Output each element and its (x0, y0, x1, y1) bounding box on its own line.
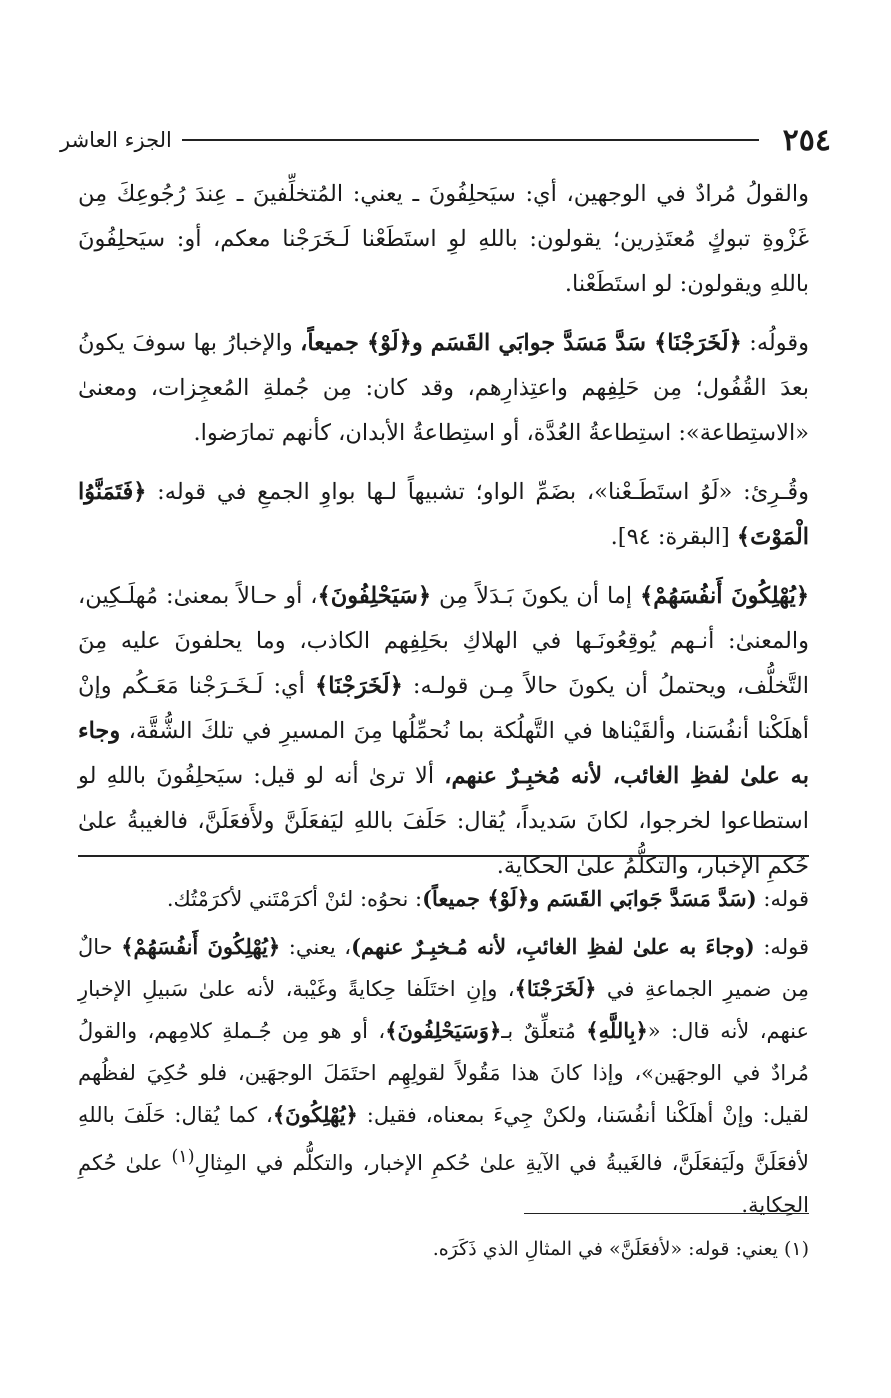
page-header (60, 120, 831, 160)
main-text (78, 172, 809, 889)
quran-quote: ﴿لَوْ﴾ (366, 330, 412, 356)
quran-quote: ﴿لَوْ﴾ (487, 886, 530, 911)
commentary-paragraph-1: قوله: (سَدَّ مَسَدَّ جَوابَي القَسَم و﴿لَوْ﴾ جميعاً): نحوُه: لئنْ أكرَمْتَني لأكرَمْتُك. (166, 886, 809, 911)
commentary-divider (78, 855, 809, 857)
quran-quote: ﴿سَيَحْلِفُونَ﴾ (317, 583, 432, 609)
commentary-text (78, 878, 809, 1226)
page-number: ٢٥٤ (782, 122, 831, 158)
paragraph-1: والقولُ مُرادٌ في الوجهين، أي: سيَحلِفُونَ ـ يعني: المُتخلِّفينَ ـ عِندَ رُجُوعِكَ مِن غَزْوةِ تبوكٍ مُعتَذِرين؛ يقولون: باللهِ لوِ استَطَعْنا لَـخَرَجْنا معكم، أو: سيَحلِفُونَ باللهِ ويقولون: لو استَطَعْنا. (78, 181, 809, 297)
header-rule (182, 139, 759, 141)
quran-quote: ﴿يُهْلِكُونَ﴾ (272, 1102, 358, 1127)
quran-quote: ﴿بِاللَّهِ﴾ (586, 1018, 648, 1043)
quran-quote: ﴿لَخَرَجْنَا﴾ (514, 976, 597, 1001)
paragraph-4: ﴿يُهْلِكُونَ أَنفُسَهُمْ﴾ إما أن يكونَ بَـدَلاً مِن ﴿سَيَحْلِفُونَ﴾، أو حـالاً بمعنىٰ: مُهلَـكِين، والمعنىٰ: أنـهم يُوقِعُونَـها في الهلاكِ بحَلِفِهم الكاذب، وما يحلفونَ عليه مِنَ التَّخلُّف، ويحتملُ أن يكونَ حالاً مِـن قولـه: ﴿لَخَرَجْنَا﴾ أي: لَـخَـرَجْنا مَعَـكُم وإنْ أهلَكْنا أنفُسَنا، وألقَيْناها في التَّهلُكة بما نُحمِّلُها مِنَ المسيرِ في تلكَ الشُّقَّة، وجاء به علىٰ لفظِ الغائب، لأنه مُخبِـرٌ عنهم، ألا ترىٰ أنه لو قيل: سيَحلِفُونَ باللهِ لو استطاعوا لخرجوا، لكانَ سَديداً، يُقال: حَلَفَ باللهِ ليَفعَلَنَّ ولأَفعَلَنَّ، فالغيبةُ علىٰ حُكمِ الإخبار، والتكلُّمُ علىٰ الحكاية. (78, 583, 809, 879)
quran-quote: ﴿وَسَيَحْلِفُونَ﴾ (385, 1018, 502, 1043)
quran-quote: ﴿لَخَرَجْنَا﴾ (315, 673, 403, 699)
quran-quote: ﴿يُهْلِكُونَ أَنفُسَهُمْ﴾ (121, 934, 281, 959)
footnote-ref[interactable]: (١) (171, 1147, 195, 1167)
paragraph-3: وقُـرِئ: «لَوُ استَطَـعْنا»، بضَمِّ الواو؛ تشبيهاً لـها بواوِ الجمعِ في قوله: ﴿فَتَمَنَّوُا الْمَوْتَ﴾ [البقرة: ٩٤]. (78, 479, 809, 550)
quran-quote: ﴿يُهْلِكُونَ أَنفُسَهُمْ﴾ (640, 583, 809, 609)
commentary-paragraph-2: قوله: (وجاءَ به علىٰ لفظِ الغائبِ، لأنه مُـخبِـرٌ عنهم)، يعني: ﴿يُهْلِكُونَ أَنفُسَهُمْ﴾ حالٌ مِن ضميرِ الجماعةِ في ﴿لَخَرَجْنَا﴾، وإنِ اختَلَفا حِكايةً وغَيْبة، لأنه علىٰ سَبيلِ الإخبارِ عنهم، لأنه قال: «﴿بِاللَّهِ﴾ مُتعلِّقٌ بـ﴿وَسَيَحْلِفُونَ﴾، أو هو مِن جُـملةِ كلامِهم، والقولُ مُرادٌ في الوجهَين»، وإذا كانَ هذا مَقُولاً لقولِهِم احتَمَلَ الوجهَين، فلو حُكِيَ لفظُهم لقيل: وإنْ أهلَكْنا أنفُسَنا، ولكنْ جِيءَ بمعناه، فقيل: ﴿يُهْلِكُونَ﴾، كما يُقال: حَلَفَ باللهِ لأفعَلَنَّ ولَيَفعَلَنَّ، فالغَيبةُ في الآيةِ علىٰ حُكمِ الإخبار، والتكلُّم في المِثالِ$^{(١)}$ علىٰ حُكمِ الحِكاية. (78, 934, 810, 1217)
paragraph-2: وقولُه: ﴿لَخَرَجْنَا﴾ سَدَّ مَسَدَّ جوابَي القَسَم و﴿لَوْ﴾ جميعاً، والإخبارُ بها سوفَ يكونُ بعدَ القُفُول؛ مِن حَلِفِهم واعتِذارِهم، وقد كان: مِن جُملةِ المُعجِزات، ومعنىٰ «الاستِطاعة»: استِطاعةُ العُدَّة، أو استِطاعةُ الأبدان، كأنهم تمارَضوا. (78, 330, 809, 446)
footnotes (78, 1230, 809, 1268)
footnote-divider (524, 1213, 809, 1214)
footnote-1: (١) يعني: قوله: «لأفعَلَنَّ» في المثالِ الذي ذَكَرَه. (432, 1238, 809, 1260)
quran-quote: ﴿فَتَمَنَّوُا الْمَوْتَ﴾ (78, 479, 809, 550)
quran-quote: ﴿لَخَرَجْنَا﴾ (654, 330, 742, 356)
running-title: الجزء العاشر (60, 128, 172, 152)
